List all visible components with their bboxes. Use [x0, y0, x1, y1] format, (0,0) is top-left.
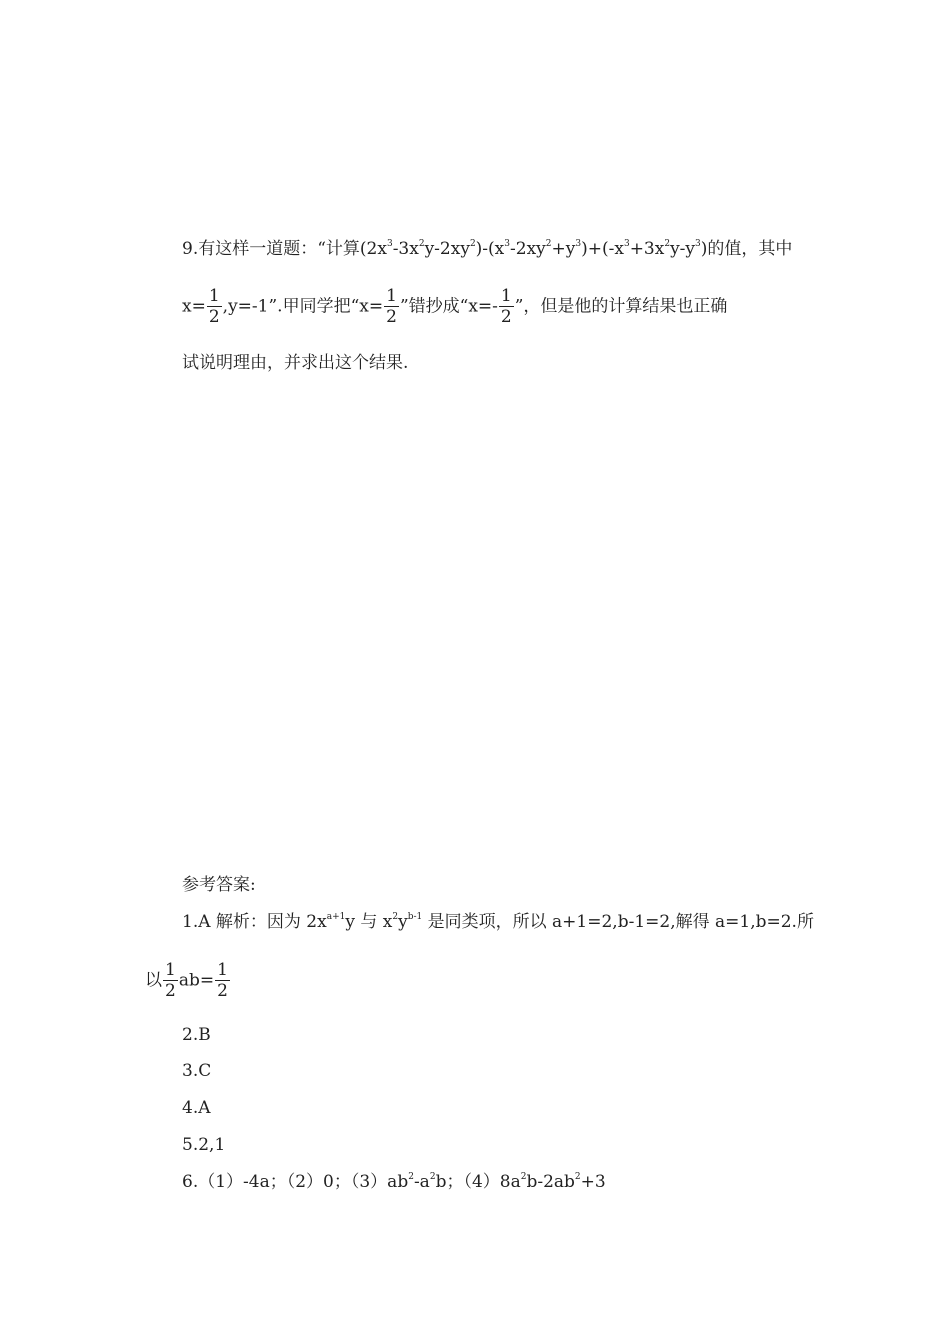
fraction-half: $\frac{1}{2}$ — [217, 960, 228, 1001]
question-9-line-3: 试说明理由，并求出这个结果. — [182, 353, 409, 373]
question-9-line-2: x= $\frac{1}{2}$ ,y=-1”.甲同学把“x= $\frac{1}{2}$ ”错抄成“x=- $\frac{1}{2}$ ”，但是他的计算结果也正确 — [182, 286, 728, 327]
fraction-half: $\frac{1}{2}$ — [208, 286, 220, 327]
answer-6: 6.（1）-4a；（2）0；$(3)ab^2-a^2b$；$(4)8a^2b-2ab^2+3$ — [182, 1172, 606, 1192]
answer-heading: 参考答案: — [182, 875, 256, 895]
answer-4: 4.A — [182, 1098, 211, 1118]
fraction-half: $\frac{1}{2}$ — [386, 286, 397, 327]
answer-5: 5.2,1 — [182, 1135, 226, 1155]
fraction-half: $\frac{1}{2}$ — [165, 960, 176, 1001]
answer-1: 1.A 解析：因为 $2x^{a+1}y$ 与 $x^2y^{b-1}$ 是同类项，所以 a+1=2,b-1=2,解得 a=1,b=2.所 — [182, 912, 814, 932]
answer-3: 3.C — [182, 1061, 212, 1081]
answer-2: 2.B — [182, 1025, 211, 1045]
answer-1-continuation: 以 $\frac{1}{2}$ ab= $\frac{1}{2}$ — [145, 960, 228, 1001]
question-9-line-1: 9.有这样一道题：“计算$(2x^3-3x^2y-2xy^2)-(x^3-2xy^2+y^3)+(-x^3+3x^2y-y^3)$的值，其中 — [182, 239, 793, 259]
fraction-half: $\frac{1}{2}$ — [500, 286, 512, 327]
